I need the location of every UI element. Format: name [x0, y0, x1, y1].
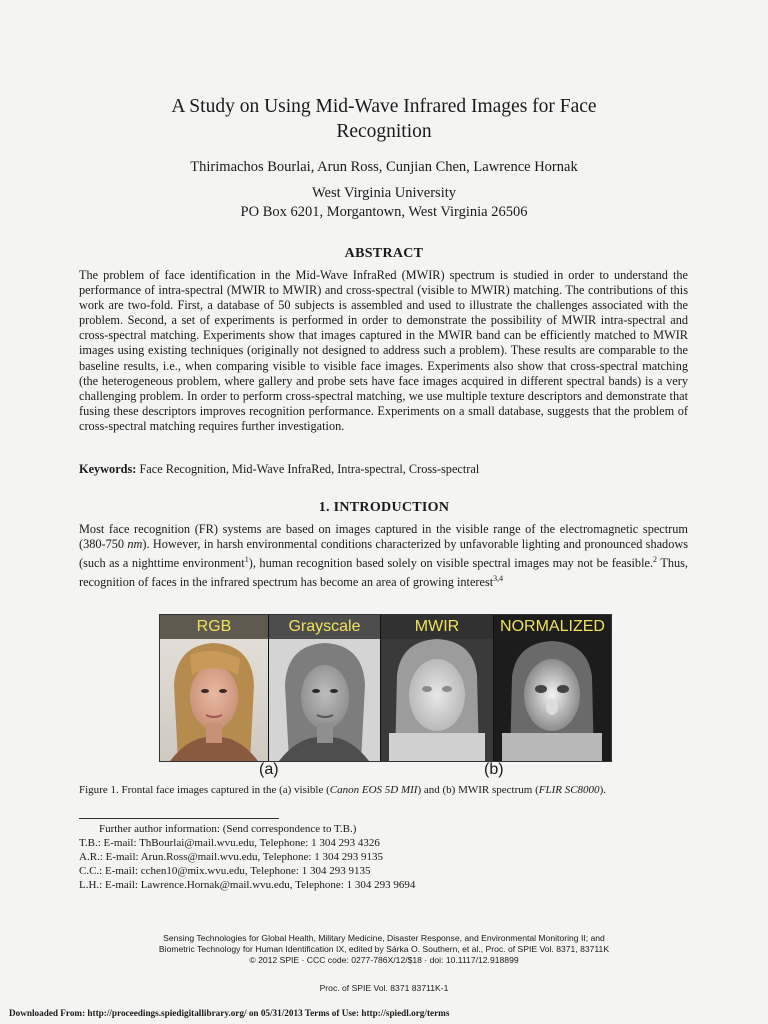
caption-camera-2: FLIR SC8000	[538, 784, 600, 796]
intro-unit: nm	[127, 537, 143, 552]
paper-title	[0, 94, 768, 144]
download-notice: Downloaded From: http://proceedings.spiedigitallibrary.org/ on 05/31/2013 Terms of Use: http://spiedl.org/terms	[9, 1008, 450, 1018]
caption-text-c: ).	[599, 784, 606, 796]
panel-label-normalized: NORMALIZED	[494, 615, 611, 639]
footnote-divider	[79, 818, 279, 819]
footer-line-2: Biometric Technology for Human Identification IX, edited by Sárka O. Southern, et al., Proc. of SPIE Vol. 8371, 83711K	[158, 944, 610, 954]
panel-label-mwir: MWIR	[381, 615, 493, 639]
figure-1	[159, 614, 612, 762]
title-line-1: A Study on Using Mid-Wave Infrared Images for Face	[171, 96, 597, 117]
affiliation	[0, 184, 768, 222]
figure-caption	[79, 783, 699, 797]
footnote-tb: T.B.: E-mail: ThBourlai@mail.wvu.edu, Telephone: 1 304 293 4326	[79, 837, 380, 849]
abstract-heading	[0, 246, 768, 262]
page-identifier: Proc. of SPIE Vol. 8371 83711K-1	[319, 983, 449, 993]
footnote-lh: L.H.: E-mail: Lawrence.Hornak@mail.wvu.edu, Telephone: 1 304 293 9694	[79, 879, 416, 891]
abstract-heading-text: ABSTRACT	[344, 246, 424, 261]
intro-text-c: ), human recognition based solely on visible spectral images may not be feasible.	[248, 556, 654, 571]
ref-3-4[interactable]: 3,4	[493, 574, 504, 584]
intro-text-a: Most face recognition (FR) systems are based on images captured in the visible range of the electromagnetic spectrum (380-750	[79, 522, 688, 552]
abstract-body: The problem of face identification in the Mid-Wave InfraRed (MWIR) spectrum is studied in order to understand the performance of intra-spectral (MWIR to MWIR) and cross-spectral (visible to MWIR) matching. The contributions of this work are two-fold. First, a database of 50 subjects is assembled and used to illustrate the challenges associated with the problem. Second, a set of experiments is performed in order to demonstrate the possibility of MWIR intra-spectral and cross-spectral matching. Experiments show that images captured in the MWIR band can be efficiently matched to MWIR images using existing techniques (originally not designed to address such a problem). These results are comparable to the baseline results, i.e., when comparing visible to visible face images. Experiments also show that cross-spectral matching (the heterogeneous problem, where gallery and probe sets have face images acquired in different spectral bands) is a very challenging problem. In order to perform cross-spectral matching, we use multiple texture descriptors and demonstrate that fusing these descriptors improves recognition performance. Experiments on a small database, suggests that the problem of cross-spectral matching requires further investigation.	[79, 268, 688, 433]
affiliation-line-2: PO Box 6201, Morgantown, West Virginia 26506	[240, 204, 528, 220]
footnote-cc: C.C.: E-mail: cchen10@mix.wvu.edu, Telephone: 1 304 293 9135	[79, 865, 371, 877]
proceedings-footer	[0, 933, 768, 966]
title-line-2: Recognition	[336, 121, 432, 142]
keywords-label: Keywords:	[79, 462, 137, 476]
intro-text-b: ). However, in harsh environmental conditions characterized by unfavorable lighting and pronounced shadows (such as a nighttime environment	[79, 537, 689, 571]
grayscale-panel	[269, 615, 380, 761]
footnote-ar: A.R.: E-mail: Arun.Ross@mail.wvu.edu, Telephone: 1 304 293 9135	[79, 851, 383, 863]
affiliation-line-1: West Virginia University	[311, 185, 457, 201]
footnote-intro: Further author information: (Send correspondence to T.B.)	[99, 823, 357, 835]
caption-text-b: ) and (b) MWIR spectrum (	[417, 784, 539, 796]
caption-text-a: Figure 1. Frontal face images captured in the (a) visible (	[79, 784, 330, 796]
mwir-panel	[381, 615, 493, 761]
figure-sublabel-b: (b)	[484, 761, 504, 778]
keywords	[79, 462, 688, 477]
authors: Thirimachos Bourlai, Arun Ross, Cunjian Chen, Lawrence Hornak	[190, 159, 578, 175]
intro-heading	[0, 500, 768, 516]
figure-sublabel-a: (a)	[259, 761, 279, 778]
normalized-panel	[494, 615, 611, 761]
ref-1[interactable]: 1	[244, 555, 249, 565]
footer-line-1: Sensing Technologies for Global Health, Military Medicine, Disaster Response, and Environmental Monitoring II; and	[163, 933, 605, 943]
footer-line-3: © 2012 SPIE · CCC code: 0277-786X/12/$18 · doi: 10.1117/12.918899	[249, 955, 519, 965]
panel-label-grayscale: Grayscale	[269, 615, 380, 639]
ref-2[interactable]: 2	[653, 555, 658, 565]
rgb-panel	[160, 615, 268, 761]
intro-body	[79, 522, 688, 591]
panel-label-rgb: RGB	[160, 615, 268, 639]
caption-camera-1: Canon EOS 5D MII	[329, 784, 418, 796]
intro-heading-text: 1. INTRODUCTION	[318, 500, 450, 515]
intro-text-d: Thus, recognition of faces in the infrared spectrum has become an area of growing interest	[79, 556, 689, 590]
keywords-text: Face Recognition, Mid-Wave InfraRed, Intra-spectral, Cross-spectral	[139, 462, 480, 476]
